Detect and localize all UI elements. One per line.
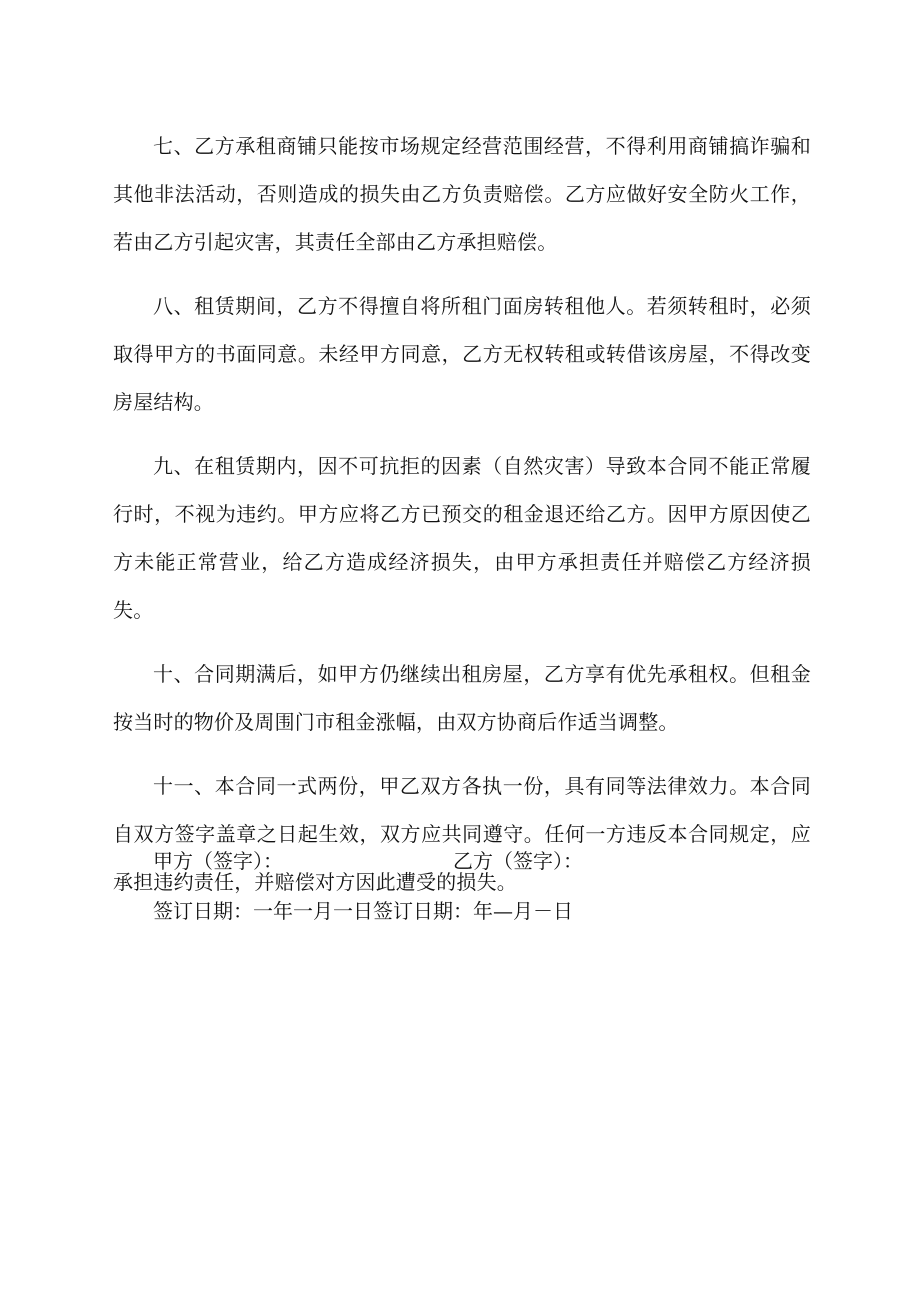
party-a-signature-label: 甲方（签字）：: [153, 849, 283, 873]
clause-10: 十、合同期满后，如甲方仍继续出租房屋，乙方享有优先承租权。但租金按当时的物价及周围门市租金涨幅，由双方协商后作适当调整。: [113, 662, 811, 734]
signing-date-line: 签订日期：一年一月一日签订日期：年—月－日: [153, 899, 573, 923]
clause-11: 十一、本合同一式两份，甲乙双方各执一份，具有同等法律效力。本合同自双方签字盖章之日起生效，双方应共同遵守。任何一方违反本合同规定，应承担违约责任，并赔偿对方因此遭受的损失。: [113, 774, 811, 894]
party-b-signature-label: 乙方（签字）：: [453, 849, 583, 873]
clause-8: 八、租赁期间，乙方不得擅自将所租门面房转租他人。若须转租时，必须取得甲方的书面同意。未经甲方同意，乙方无权转租或转借该房屋，不得改变房屋结构。: [113, 294, 811, 414]
clause-9: 九、在租赁期内，因不可抗拒的因素（自然灾害）导致本合同不能正常履行时，不视为违约。甲方应将乙方已预交的租金退还给乙方。因甲方原因使乙方未能正常营业，给乙方造成经济损失，由甲方承担责任并赔偿乙方经济损失。: [113, 454, 811, 622]
signature-block: [153, 845, 793, 927]
signature-row: [153, 845, 793, 877]
clause-7: 七、乙方承租商铺只能按市场规定经营范围经营，不得利用商铺搞诈骗和其他非法活动，否则造成的损失由乙方负责赔偿。乙方应做好安全防火工作，若由乙方引起灾害，其责任全部由乙方承担赔偿。: [113, 134, 811, 254]
contract-clauses: [113, 122, 811, 922]
